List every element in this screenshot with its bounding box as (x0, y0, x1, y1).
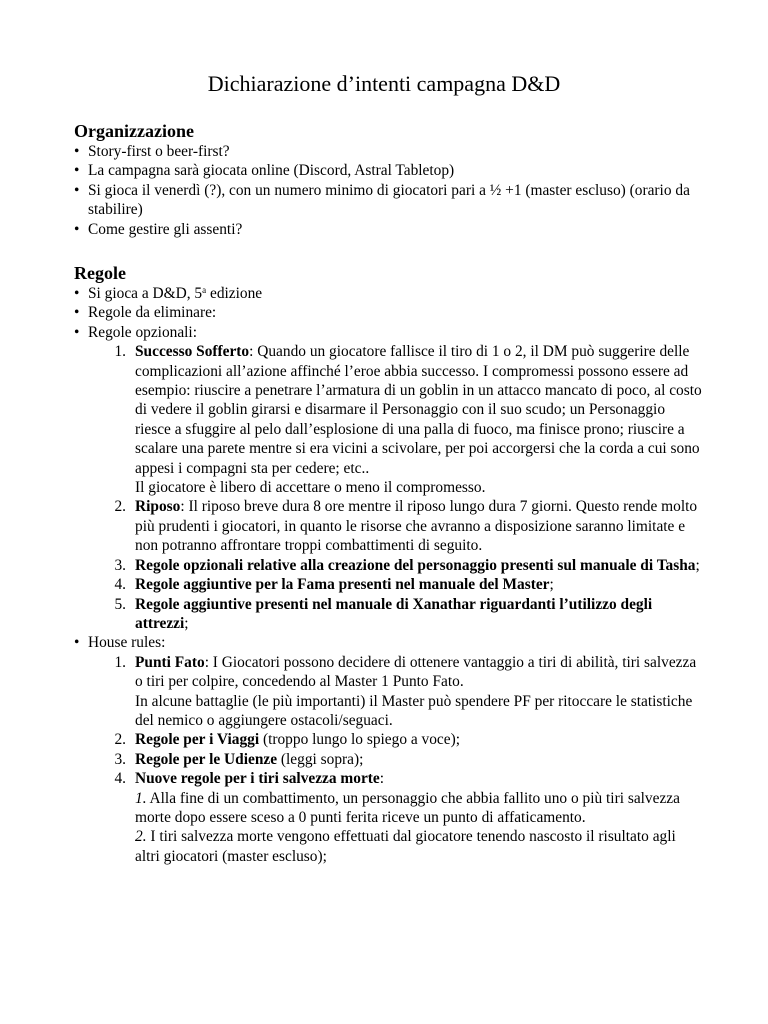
section-regole (74, 262, 704, 866)
list-item-optional-rules (74, 323, 704, 634)
organizzazione-list (74, 142, 704, 239)
item-text: ; (184, 614, 189, 632)
numbered-item (88, 750, 704, 769)
item-bold: Regole opzionali relative alla creazione del personaggio presenti sul manuale di Tasha (135, 556, 696, 574)
item-number: 2. (114, 731, 126, 749)
item-number: 4. (114, 770, 126, 788)
item-bold: Punti Fato (135, 653, 205, 671)
edition-suffix: edizione (206, 285, 263, 302)
house-rules-list (88, 653, 704, 866)
numbered-item (88, 575, 704, 594)
item-text: : I Giocatori possono decidere di ottenere vantaggio a tiri di abilità, tiri salvezza o tiri per colpire, concedendo al Master 1 Punto Fato. (135, 653, 697, 691)
list-item: • Regole da eliminare: (74, 303, 704, 322)
item-bold: Regole per i Viaggi (135, 731, 260, 749)
item-text: : Quando un giocatore fallisce il tiro di 1 o 2, il DM può suggerire delle complicazioni all’azione affinché l’eroe abbia successo. I compromessi possono essere ad esempio: riuscire a penetrare l’armatura di un goblin in un attacco mancato di poco, al costo di vedere il goblin girarsi e disarmare il Personaggio con il suo scudo; un Personaggio riesce a sfuggire al pelo dall’esplosione di una palla di fuoco, ma finisce prono; riuscire a scalare una parete mentre si era vicini a scivolare, per poi accorgersi che la corda a cui sono appesi i compagni sta per cedere; etc.. (135, 343, 702, 477)
item-bold: Regole per le Udienze (135, 750, 278, 768)
item-text: ; (549, 576, 554, 594)
item-text: : (379, 770, 385, 788)
numbered-item (88, 653, 704, 731)
optional-rules-list (88, 342, 704, 633)
item-extra: Il giocatore è libero di accettare o meno il compromesso. (135, 479, 486, 497)
edition-prefix: Si gioca a D&D, 5 (88, 285, 203, 302)
sub-text: Alla fine di un combattimento, un personaggio che abbia fallito uno o più tiri salvezza morte dopo essere sceso a 0 punti ferita riceve un punto di affaticamento. (135, 789, 680, 826)
list-item: • Come gestire gli assenti? (74, 220, 704, 239)
item-number: 4. (114, 576, 126, 594)
list-item-house-rules (74, 633, 704, 866)
item-bold: Riposo (135, 498, 181, 516)
numbered-item (88, 342, 704, 497)
optional-rules-label: Regole opzionali: (88, 323, 197, 341)
numbered-item (88, 730, 704, 749)
item-number: 3. (114, 556, 126, 574)
item-number: 1. (114, 653, 126, 671)
sub-text: I tiri salvezza morte vengono effettuati dal giocatore tenendo nascosto il risultato agli altri giocatori (master escluso); (135, 828, 676, 865)
list-item: • Story-first o beer-first? (74, 142, 704, 161)
heading-organizzazione: Organizzazione (74, 121, 194, 141)
document-title: Dichiarazione d’intenti campagna D&D (207, 71, 561, 96)
sub-number: 2. (135, 828, 147, 846)
item-bold: Regole aggiuntive per la Fama presenti nel manuale del Master (135, 576, 550, 594)
list-item: • Si gioca il venerdì (?), con un numero minimo di giocatori pari a ½ +1 (master escluso) (orario da stabilire) (74, 181, 704, 220)
item-text: : Il riposo breve dura 8 ore mentre il riposo lungo dura 7 giorni. Questo rende molto più prudenti i giocatori, in quanto le risorse che avranno a disposizione saranno limitate e non potranno affrontare troppi combattimenti di seguito. (135, 498, 698, 555)
item-bold: Regole aggiuntive presenti nel manuale di Xanathar riguardanti l’utilizzo degli attrezzi (135, 595, 653, 632)
item-bold: Successo Sofferto (135, 343, 250, 361)
numbered-item (88, 595, 704, 634)
item-number: 2. (114, 498, 126, 516)
item-number: 5. (114, 595, 126, 613)
numbered-item (88, 556, 704, 575)
list-item-edition (74, 284, 704, 303)
numbered-item (88, 497, 704, 555)
section-organizzazione (74, 120, 704, 239)
numbered-item (88, 769, 704, 866)
item-text: (troppo lungo lo spiego a voce); (259, 731, 460, 749)
regole-list (74, 284, 704, 866)
item-bold: Nuove regole per i tiri salvezza morte (135, 770, 380, 788)
item-text: (leggi sopra); (277, 750, 364, 768)
heading-regole: Regole (74, 263, 126, 283)
list-item: • La campagna sarà giocata online (Discord, Astral Tabletop) (74, 161, 704, 180)
sub-number: 1. (135, 789, 147, 807)
item-number: 3. (114, 750, 126, 768)
item-number: 1. (114, 343, 126, 361)
edition-superscript: a (202, 285, 207, 295)
house-rules-label: House rules: (88, 634, 166, 652)
item-extra: In alcune battaglie (le più importanti) il Master può spendere PF per ritoccare le statistiche del nemico o aggiungere ostacoli/seguaci. (135, 692, 693, 729)
item-text: ; (695, 556, 700, 574)
